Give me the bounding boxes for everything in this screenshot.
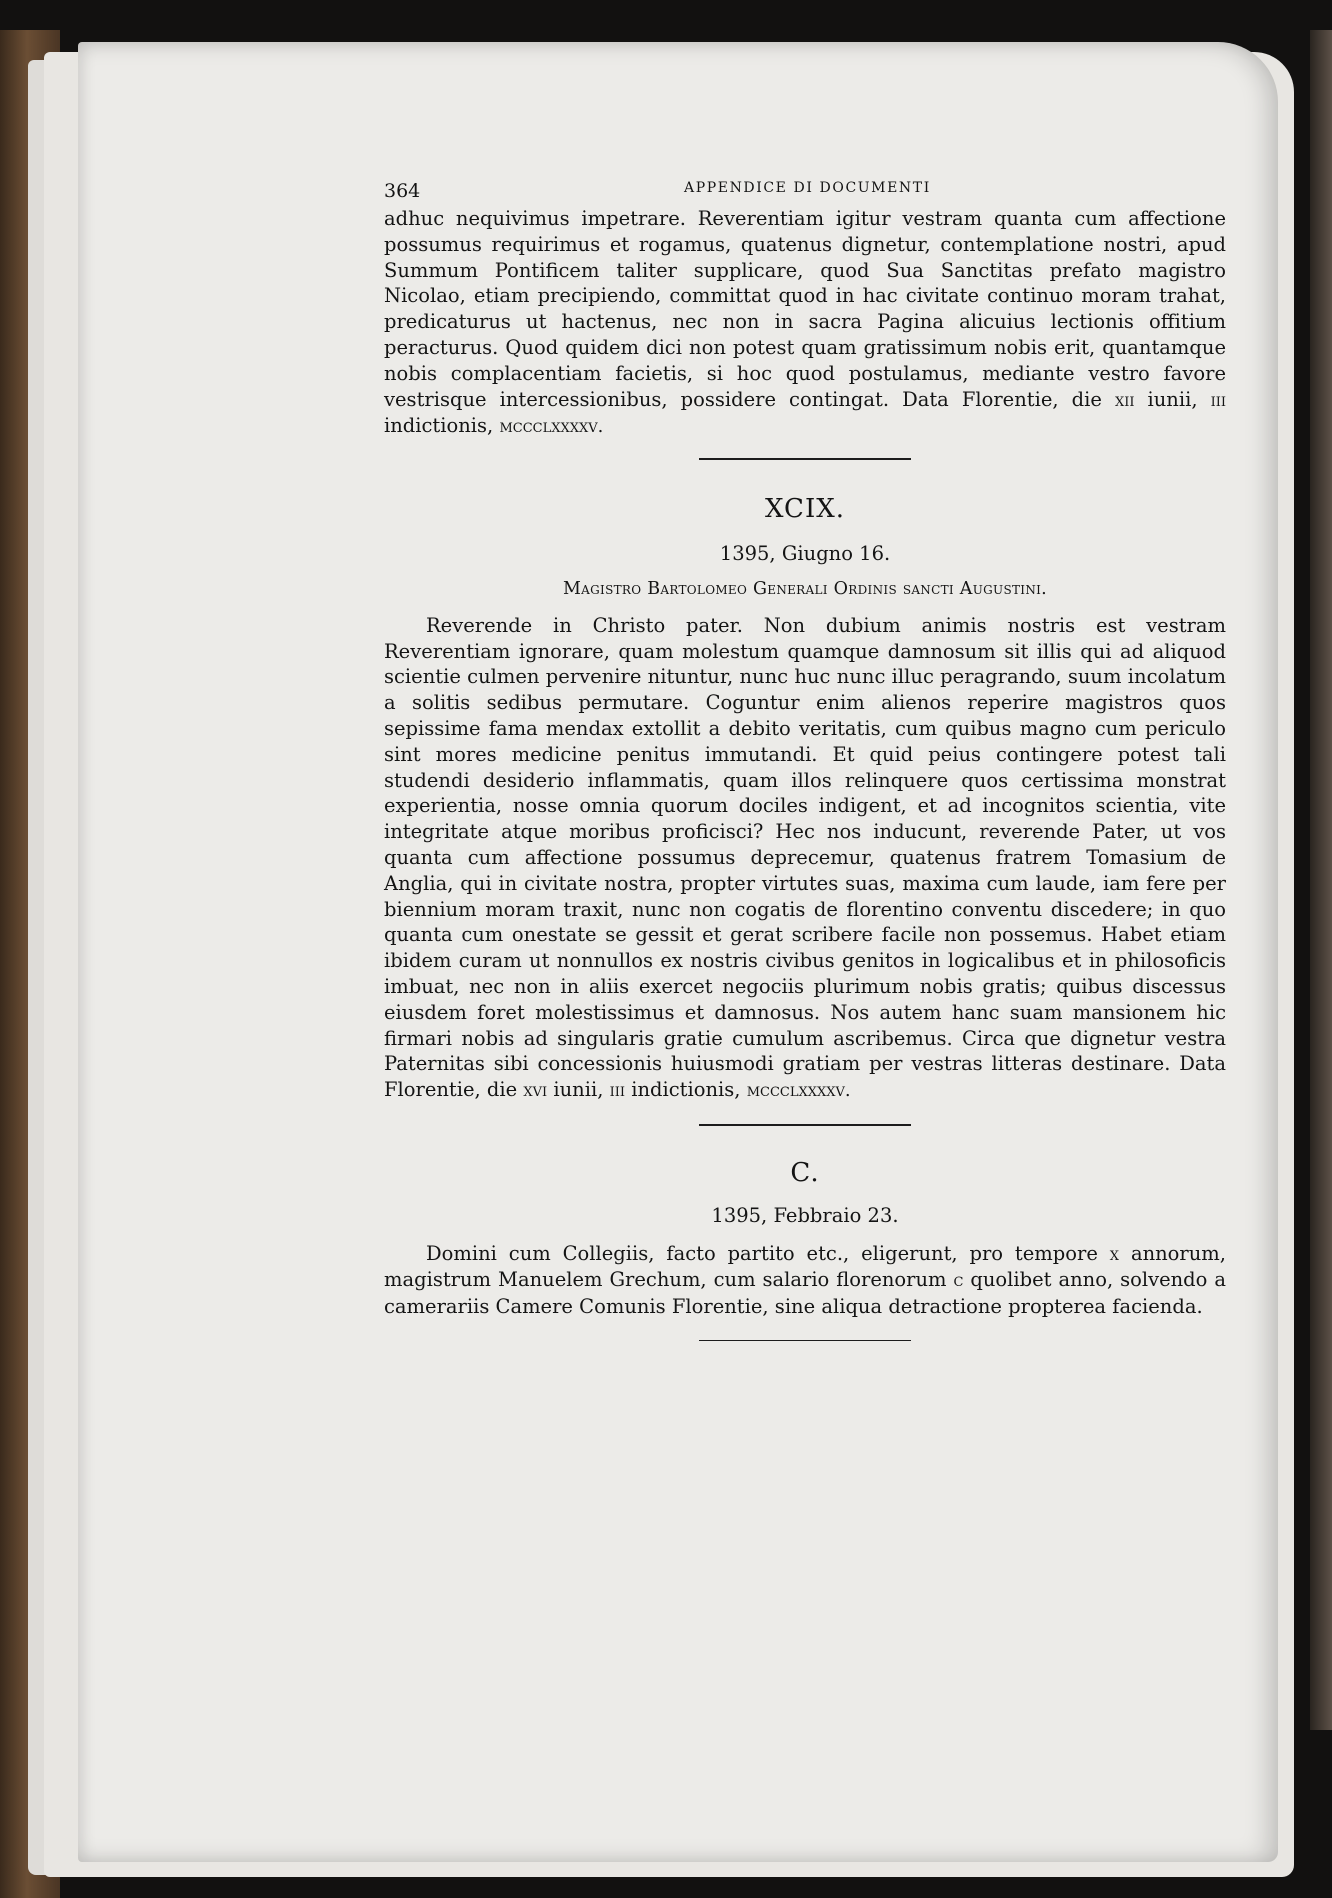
page-number: 364 — [384, 180, 421, 202]
running-head — [384, 170, 1226, 206]
document-numeral-xcix: XCIX. — [765, 493, 845, 524]
continuation-month: iunii, — [1147, 387, 1198, 411]
body-text-c-c: quolibet anno, solvendo a camerariis Camere Comunis Florentie, sine aliqua detractione propterea facienda. — [384, 1268, 1226, 1319]
body-text-c-b: annorum, magistrum Manuelem Grechum, cum salario florenorum — [384, 1241, 1226, 1292]
continuation-paragraph — [384, 206, 1226, 440]
term-years-c: x — [1109, 1243, 1120, 1265]
body-text-c-a: Domini cum Collegiis, facto partito etc., eligerunt, pro tempore — [426, 1241, 1098, 1265]
date-day-xcix: xvi — [523, 1080, 548, 1102]
running-title: APPENDICE DI DOCUMENTI — [684, 180, 931, 196]
year-xcix: mccclxxxxv. — [746, 1080, 851, 1102]
continuation-day: xii — [1114, 389, 1135, 411]
section-divider — [699, 1124, 911, 1126]
indiction-xcix: iii — [609, 1080, 626, 1102]
document-date-xcix: 1395, Giugno 16. — [719, 541, 891, 565]
continuation-text: adhuc nequivimus impetrare. Reverentiam igitur vestram quanta cum affectione possumus requirimus et rogamus, quatenus dignetur, contemplatione nostri, apud Summum Pontificem taliter supplicare, quod Sua Sanctitas prefato magistro Nicolao, etiam precipiendo, committat quod in hac civitate continuo moram trahat, predicaturus ut hactenus, nec non in sacra Pagina alicuius lectionis offitium peracturus. Quod quidem dici non potest quam gratissimum nobis erit, quantamque nobis complacentiam facietis, si hoc quod postulamus, mediante vestro favore vestrisque intercessionibus, possidere contingat. Data Florentie, die — [384, 207, 1226, 411]
salary-c: c — [953, 1270, 964, 1292]
date-month-xcix: iunii, — [553, 1078, 604, 1102]
body-text-xcix: Reverende in Christo pater. Non dubium animis nostris est vestram Reverentiam ignorare, quam molestum quamque damnosum sit illis qui ad aliquod scientie culmen pervenire nituntur, nunc huc nunc illuc peragrando, suum incolatum a solitis sedibus permutare. Coguntur enim alienos reperire magistros quos sepissime fama mendax extollit a debito veritatis, cum quibus magno cum periculo sint mores medicine penitus immutandi. Et quid peius contingere potest tali studendi desiderio inflammatis, quam illos relinquere quos certissima monstrat experientia, nosse omnia quorum dociles indigent, et ad incognitos scientia, vite integritate atque moribus proficisci? Hec nos inducunt, reverende Pater, ut vos quanta cum affectione possumus deprecemur, quatenus fratrem Tomasium de Anglia, qui in civitate nostra, propter virtutes suas, maxima cum laude, iam fere per biennium moram traxit, nunc non cogatis de florentino conventu discedere; in quo quanta cum onestate se gessit et gerat scribere facile non possemus. Habet etiam ibidem curam ut nonnullos ex nostris civibus genitos in logicalibus et in philosoficis imbuat, nec non in aliis exercet negociis plurimum nobis gratis; quibus discessus eiusdem foret molestissimus et damnosus. Nos autem hanc suam mansionem hic firmari nobis ad singularis gratie cumulum ascribemus. Circa que dignetur vestra Paternitas sibi concessionis huiusmodi gratiam per vestras litteras destinare. Data Florentie, die — [384, 613, 1226, 1102]
document-body-c — [384, 1241, 1226, 1320]
document-date-c: 1395, Febbraio 23. — [711, 1203, 899, 1227]
book-spine-right — [1310, 30, 1332, 1730]
continuation-year: mccclxxxxv. — [499, 416, 604, 438]
section-divider — [699, 458, 911, 460]
document-addressee-xcix: Magistro Bartolomeo Generali Ordinis sancti Augustini. — [562, 578, 1048, 599]
continuation-indiction: iii — [1210, 389, 1226, 411]
page-content — [384, 170, 1226, 1341]
continuation-indiction-label: indictionis, — [384, 414, 494, 438]
section-divider — [699, 1340, 911, 1342]
document-numeral-c: C. — [790, 1157, 820, 1188]
indiction-label-xcix: indictionis, — [631, 1078, 741, 1102]
document-body-xcix — [384, 613, 1226, 1104]
